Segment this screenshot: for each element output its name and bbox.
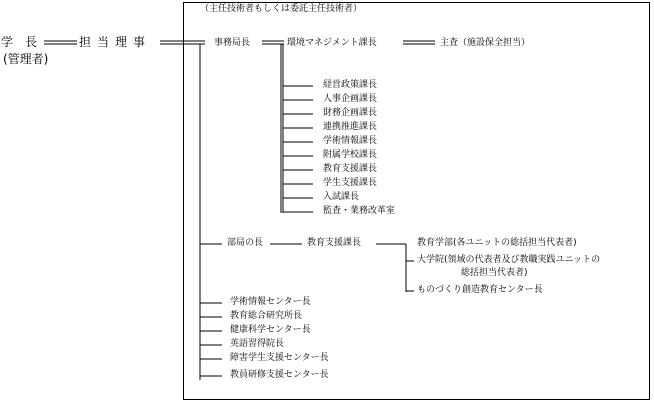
env-manager: 環境マネジメント課長 bbox=[287, 38, 377, 48]
top-note: （主任技術者もしくは委託主任技術者） bbox=[200, 4, 363, 14]
center-head: 健康科学センター長 bbox=[230, 325, 311, 335]
faculty-monozukuri: ものづくり創造教育センター長 bbox=[417, 285, 543, 295]
center-head: 学術情報センター長 bbox=[230, 297, 311, 307]
division-head: 学術情報課長 bbox=[323, 136, 378, 146]
division-head: 連携推進課長 bbox=[323, 122, 378, 132]
edu-support-manager: 教育支援課長 bbox=[307, 238, 362, 248]
center-head: 教員研修支援センター長 bbox=[230, 370, 329, 380]
division-head: 経営政策課長 bbox=[323, 80, 378, 90]
dept-heads: 部局の長 bbox=[227, 238, 264, 248]
faculty-school: 教育学部(各ユニットの総括担当代表者) bbox=[417, 238, 577, 248]
faculty-graduate-line1: 大学院(領域の代表者及び教職実践ユニットの bbox=[417, 255, 601, 265]
director-title: 担当理事 bbox=[79, 35, 152, 49]
division-head: 監査・業務改革室 bbox=[323, 206, 396, 216]
president-subtitle: (管理者) bbox=[3, 52, 49, 66]
division-head: 財務企画課長 bbox=[323, 108, 378, 118]
secretary-general: 事務局長 bbox=[214, 38, 251, 48]
center-head: 障害学生支援センター長 bbox=[230, 353, 329, 363]
division-head: 教育支援課長 bbox=[323, 164, 378, 174]
division-head: 附属学校課長 bbox=[323, 150, 378, 160]
division-head: 入試課長 bbox=[323, 192, 360, 202]
division-head: 学生支援課長 bbox=[323, 178, 378, 188]
center-head: 英語習得院長 bbox=[230, 339, 285, 349]
center-head: 教育総合研究所長 bbox=[230, 311, 303, 321]
president-title: 学 長 bbox=[1, 35, 38, 49]
faculty-graduate-line2: 総括担当代表者) bbox=[461, 268, 528, 278]
division-head: 人事企画課長 bbox=[323, 94, 378, 104]
facility-staff: 主査（施設保全担当） bbox=[440, 38, 531, 48]
